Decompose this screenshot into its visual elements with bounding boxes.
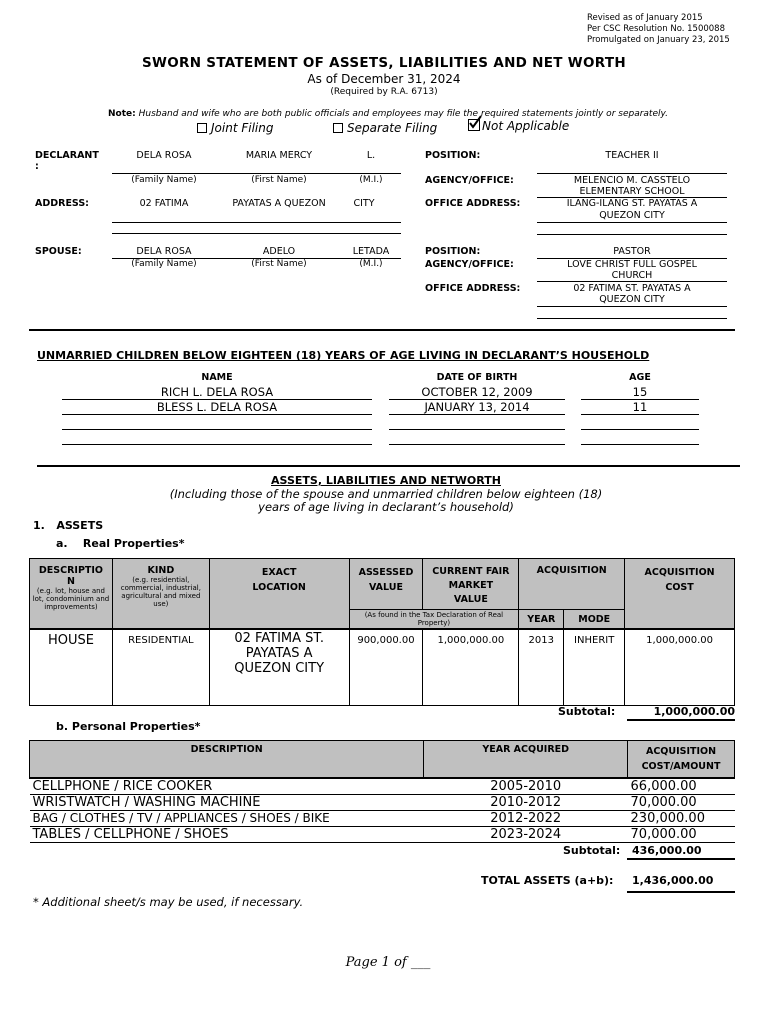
rp-cell-description: HOUSE	[30, 629, 113, 705]
real-properties-heading: a. Real Properties*	[56, 537, 185, 550]
spouse-caption-family: (Family Name)	[131, 259, 197, 269]
rp-header-fair-text: CURRENT FAIR	[432, 566, 510, 577]
rp-header-cost-text-2: COST	[665, 582, 694, 593]
children-col-age: AGE	[629, 372, 651, 383]
declarant-family-name: DELA ROSA	[136, 150, 192, 161]
pp-cell-description: WRISTWATCH / WASHING MACHINE	[30, 795, 424, 811]
separate-filing-checkbox[interactable]	[333, 123, 343, 133]
table-row	[30, 629, 735, 705]
not-applicable-option[interactable]	[468, 119, 569, 133]
address-part3: CITY	[353, 198, 375, 209]
form-title: SWORN STATEMENT OF ASSETS, LIABILITIES AND NET WORTH	[142, 55, 626, 71]
child-line	[581, 429, 699, 430]
table-row	[30, 795, 735, 811]
address-label: ADDRESS:	[35, 198, 89, 209]
child-line	[389, 414, 565, 415]
rp-header-location-text: EXACT	[261, 567, 297, 578]
rp-header-location	[209, 559, 349, 630]
real-properties-table	[29, 558, 735, 706]
real-subtotal-value: 1,000,000.00	[653, 705, 735, 718]
pp-header-cost-text: ACQUISITION	[645, 746, 717, 757]
children-col-dob: DATE OF BIRTH	[436, 372, 518, 383]
table-row	[30, 778, 735, 795]
caption-first-name: (First Name)	[251, 175, 307, 185]
rp-header-cost-text: ACQUISITION	[644, 567, 715, 578]
declarant-mi: L.	[366, 150, 376, 161]
pp-cell-cost: 70,000.00	[628, 827, 735, 843]
promulgated-date: Promulgated on January 23, 2015	[587, 35, 730, 45]
child-2-name: BLESS L. DELA ROSA	[156, 400, 278, 414]
joint-filing-label: Joint Filing	[211, 121, 274, 135]
address-line2	[112, 233, 401, 234]
rp-header-kind	[112, 559, 209, 630]
joint-filing-checkbox[interactable]	[197, 123, 207, 133]
declarant-first-name: MARIA MERCY	[245, 150, 313, 161]
rp-header-fair-text-2: MARKET	[448, 580, 494, 591]
note-text: Husband and wife who are both public officials and employees may file the required statements jointly or separately.	[138, 109, 668, 119]
spouse-agency-line1: LOVE CHRIST FULL GOSPEL	[567, 259, 697, 270]
pp-cell-year: 2023-2024	[424, 827, 628, 843]
pp-header-year: YEAR ACQUIRED	[424, 741, 628, 779]
children-heading: UNMARRIED CHILDREN BELOW EIGHTEEN (18) YEARS OF AGE LIVING IN DECLARANT’S HOUSEHOLD	[37, 349, 650, 362]
as-of-date: As of December 31, 2024	[307, 72, 461, 86]
spouse-family-name: DELA ROSA	[136, 246, 192, 257]
spouse-office-line2: QUEZON CITY	[599, 294, 665, 305]
table-row	[30, 827, 735, 843]
revision-notice	[587, 13, 730, 46]
rp-header-fair-text-3: VALUE	[453, 594, 488, 605]
declarant-colon: :	[35, 161, 39, 172]
not-applicable-label: Not Applicable	[482, 119, 570, 133]
rp-cell-location: 02 FATIMA ST. PAYATAS A QUEZON CITY	[209, 629, 349, 705]
joint-filing-option[interactable]	[197, 121, 273, 135]
rp-cell-fair: 1,000,000.00	[423, 629, 519, 705]
declarant-label: DECLARANT	[35, 150, 99, 161]
subtotal-underline	[627, 719, 735, 721]
pp-cell-cost: 70,000.00	[628, 795, 735, 811]
spouse-office-label: OFFICE ADDRESS:	[425, 283, 521, 294]
declarant-office-line2: QUEZON CITY	[599, 210, 665, 221]
pp-cell-cost: 230,000.00	[628, 811, 735, 827]
total-underline	[627, 891, 735, 893]
declarant-agency-line2: ELEMENTARY SCHOOL	[579, 186, 685, 197]
note-line	[0, 109, 768, 119]
section-divider	[29, 329, 735, 331]
pp-cell-year: 2010-2012	[424, 795, 628, 811]
spouse-position-label: POSITION:	[425, 246, 481, 257]
office-address-label: OFFICE ADDRESS:	[425, 198, 521, 209]
rp-header-cost	[625, 559, 735, 630]
child-1-dob: OCTOBER 12, 2009	[421, 385, 533, 399]
pp-header-cost-text-2: COST/AMOUNT	[641, 761, 721, 772]
child-line	[581, 444, 699, 445]
address-line1	[112, 222, 401, 223]
rp-header-assessed-text: ASSESSED	[358, 567, 414, 578]
child-1-age: 15	[632, 385, 648, 399]
spouse-office-line1: 02 FATIMA ST. PAYATAS A	[573, 283, 691, 294]
declarant-position: TEACHER II	[605, 150, 659, 161]
position-line	[537, 173, 727, 174]
pp-cell-year: 2012-2022	[424, 811, 628, 827]
personal-subtotal-value: 436,000.00	[632, 844, 702, 857]
total-assets-value: 1,436,000.00	[632, 874, 714, 887]
aln-subtitle-2: years of age living in declarant’s household)	[258, 500, 514, 514]
rp-cell-mode: INHERIT	[564, 629, 625, 705]
spouse-first-name: ADELO	[262, 246, 296, 257]
spouse-label: SPOUSE:	[35, 246, 82, 257]
spouse-agency-line	[537, 281, 727, 282]
office-line2	[537, 234, 727, 235]
separate-filing-label: Separate Filing	[347, 121, 438, 135]
spouse-office-line-b	[537, 318, 727, 319]
children-col-name: NAME	[201, 372, 233, 383]
rp-header-assessed	[349, 559, 423, 610]
declarant-name-line	[112, 173, 401, 174]
rp-header-location-text-2: LOCATION	[252, 582, 306, 593]
table-row	[30, 811, 735, 827]
child-1-name: RICH L. DELA ROSA	[160, 385, 274, 399]
pp-cell-description: CELLPHONE / RICE COOKER	[30, 778, 424, 795]
rp-header-year: YEAR	[519, 610, 564, 630]
rp-header-description-text: DESCRIPTIO	[38, 565, 103, 576]
rp-header-description-text-2: N	[66, 576, 75, 587]
address-part2: PAYATAS A QUEZON	[232, 198, 326, 209]
csc-resolution: Per CSC Resolution No. 1500088	[587, 24, 726, 34]
spouse-mi: LETADA	[352, 246, 390, 257]
personal-subtotal-label: Subtotal:	[563, 844, 621, 857]
checked-checkbox-icon[interactable]	[468, 119, 480, 131]
aln-heading: ASSETS, LIABILITIES AND NETWORTH	[271, 474, 501, 487]
separate-filing-option[interactable]	[333, 121, 437, 135]
pp-cell-year: 2005-2010	[424, 778, 628, 795]
declarant-office-line1: ILANG-ILANG ST. PAYATAS A	[566, 198, 698, 209]
spouse-position: PASTOR	[613, 246, 651, 257]
rp-header-description	[30, 559, 113, 630]
declarant-agency-line1: MELENCIO M. CASSTELO	[573, 175, 691, 186]
subtotal-underline	[627, 858, 735, 860]
child-line	[62, 444, 372, 445]
revised-date: Revised as of January 2015	[587, 13, 703, 23]
child-2-dob: JANUARY 13, 2014	[424, 400, 530, 414]
child-line	[62, 414, 372, 415]
rp-cell-assessed: 900,000.00	[349, 629, 423, 705]
position-label: POSITION:	[425, 150, 481, 161]
child-line	[389, 429, 565, 430]
real-subtotal-label: Subtotal:	[558, 705, 616, 718]
office-line1	[537, 222, 727, 223]
rp-header-fair-value	[423, 559, 519, 610]
rp-header-kind-note: (e.g. residential, commercial, industrial, agricultural and mixed use)	[120, 576, 201, 608]
rp-header-description-note: (e.g. lot, house and lot, condominium and improvements)	[32, 587, 110, 611]
rp-header-mode: MODE	[564, 610, 625, 630]
page-number: Page 1 of ___	[345, 955, 431, 970]
spouse-caption-first: (First Name)	[251, 259, 307, 269]
caption-mi: (M.I.)	[359, 175, 383, 185]
pp-cell-cost: 66,000.00	[628, 778, 735, 795]
additional-sheet-note: * Additional sheet/s may be used, if necessary.	[33, 895, 304, 909]
child-2-age: 11	[632, 400, 648, 414]
address-part1: 02 FATIMA	[139, 198, 189, 209]
total-assets-label: TOTAL ASSETS (a+b):	[481, 874, 614, 887]
child-line	[581, 414, 699, 415]
note-label: Note:	[108, 109, 136, 119]
assets-heading: 1. ASSETS	[33, 519, 104, 532]
rp-header-acquisition: ACQUISITION	[519, 559, 625, 610]
rp-cell-kind: RESIDENTIAL	[112, 629, 209, 705]
caption-family-name: (Family Name)	[131, 175, 197, 185]
required-by: (Required by R.A. 6713)	[330, 87, 438, 97]
section-divider	[37, 465, 740, 467]
pp-cell-description: BAG / CLOTHES / TV / APPLIANCES / SHOES / BIKE	[30, 811, 424, 827]
rp-cell-cost: 1,000,000.00	[625, 629, 735, 705]
agency-label: AGENCY/OFFICE:	[425, 175, 514, 186]
spouse-caption-mi: (M.I.)	[359, 259, 383, 269]
personal-properties-heading: b. Personal Properties*	[56, 720, 201, 733]
personal-properties-table	[29, 740, 735, 843]
rp-header-assessed-text-2: VALUE	[368, 582, 403, 593]
spouse-office-line-a	[537, 306, 727, 307]
spouse-agency-line2: CHURCH	[611, 270, 653, 281]
rp-header-kind-text: KIND	[147, 565, 175, 576]
child-line	[389, 444, 565, 445]
pp-cell-description: TABLES / CELLPHONE / SHOES	[30, 827, 424, 843]
rp-header-tax-note: (As found in the Tax Declaration of Real Property)	[349, 610, 519, 630]
aln-subtitle-1: (Including those of the spouse and unmarried children below eighteen (18)	[169, 487, 603, 501]
pp-header-description: DESCRIPTION	[30, 741, 424, 779]
pp-header-cost	[628, 741, 735, 779]
child-line	[62, 429, 372, 430]
rp-cell-year: 2013	[519, 629, 564, 705]
spouse-agency-label: AGENCY/OFFICE:	[425, 259, 514, 270]
